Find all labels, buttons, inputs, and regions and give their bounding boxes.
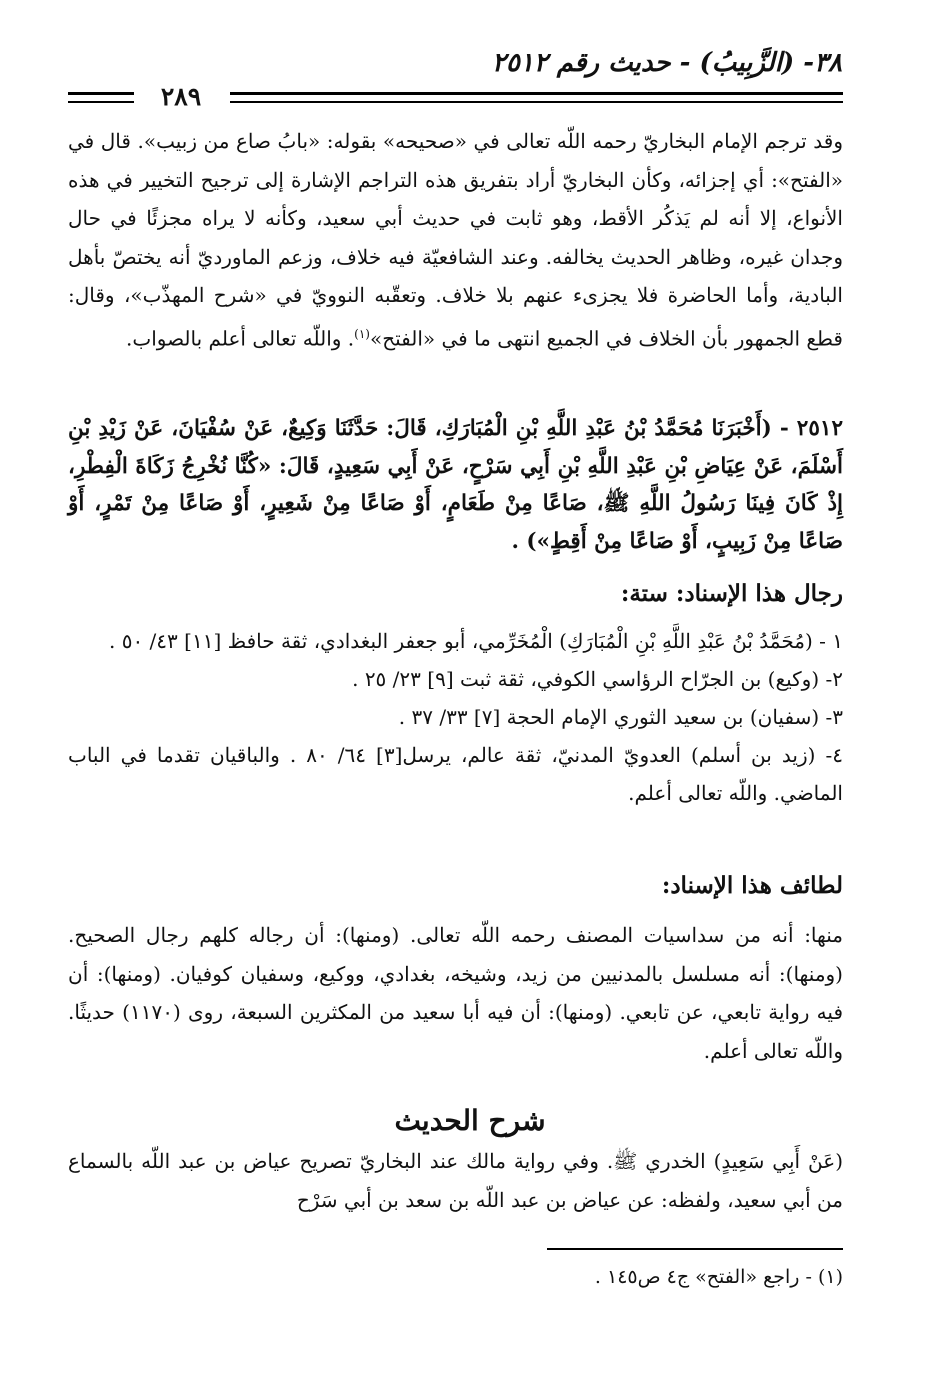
narrators-list <box>68 622 843 812</box>
narrator-item: ١ - (مُحَمَّدُ بْنُ عَبْدِ اللَّهِ بْنِ الْمُبَارَكِ) الْمُخَرِّمي، أبو جعفر البغدادي، ثقة حافظ [١١] ٤٣/ ٥٠ . <box>108 629 843 653</box>
commentary-paragraph: (عَنْ أَبِي سَعِيدٍ) الخدري ﷺ. وفي رواية مالك عند البخاريّ تصريح عياض بن عبد اللّه بالسماع من أبي سعيد، ولفظه: عن عياض بن عبد اللّه بن سعد بن أبي سَرْح <box>68 1149 843 1212</box>
page-number: ٢٨٩ <box>160 82 202 111</box>
footnote-separator <box>547 1248 843 1250</box>
header-rule <box>68 101 134 103</box>
intro-text: وقد ترجم الإمام البخاريّ رحمه اللّه تعالى في «صحيحه» بقوله: «بابُ صاع من زبيب». قال في «الفتح»: أي إجزائه، وكأن البخاريّ أراد بتفريق هذه التراجم الإشارة إلى ترجيح التخيير في هذه الأنواع، إلا أنه لم يَذكُر الأقط، وهو ثابت في حديث أبي سعيد، وكأنه لا يراه مجزئًا في حال وجدان غيره، وظاهر الحديث يخالفه. وعند الشافعيّة فيه خلاف، وزعم الماورديّ أنه يختصّ بأهل البادية، وأما الحاضرة فلا يجزىء عنهم بلا خلاف. وتعقّبه النوويّ في «شرح المهذّب»، وقال: قطع الجمهور بأن الخلاف في الجميع انتهى ما في «الفتح» <box>68 129 844 351</box>
footnote-marker: (١) <box>354 326 370 341</box>
chain-features-paragraph: منها: أنه من سداسيات المصنف رحمه اللّه تعالى. (ومنها): أن رجاله كلهم رجال الصحيح. (ومنها): أنه مسلسل بالمدنيين من زيد، وشيخه، بغدادي، ووكيع، وسفيان كوفيان. (ومنها): أن فيه رواية تابعي، عن تابعي. (ومنها): أن فيه أبا سعيد من المكثرين السبعة، روى (١١٧٠) حديثًا. واللّه تعالى أعلم. <box>68 923 844 1063</box>
narrators-heading: رجال هذا الإسناد: ستة: <box>620 580 843 607</box>
header-rule <box>230 92 843 95</box>
intro-text-end: . واللّه تعالى أعلم بالصواب. <box>126 326 355 351</box>
narrator-item: ٤- (زيد بن أسلم) العدويّ المدنيّ، ثقة عالم، يرسل[٣] ٦٤/ ٨٠ . والباقيان تقدما في الباب الماضي. واللّه تعالى أعلم. <box>68 743 843 805</box>
intro-paragraph <box>68 122 843 358</box>
running-header-title: ٣٨- (الزَّبِيبُ) - حديث رقم ٢٥١٢ <box>491 48 842 78</box>
section-title: شرح الحديث <box>394 1104 546 1137</box>
narrator-item: ٢- (وكيع) بن الجرّاح الرؤاسي الكوفي، ثقة ثبت [٩] ٢٣/ ٢٥ . <box>352 667 843 691</box>
narrator-item: ٣- (سفيان) بن سعيد الثوري الإمام الحجة [٧] ٣٣/ ٣٧ . <box>398 705 843 729</box>
chain-features-heading: لطائف هذا الإسناد: <box>661 872 843 899</box>
header-rule <box>230 101 843 103</box>
header-rule <box>68 92 134 95</box>
footnote: (١) - راجع «الفتح» ج٤ ص١٤٥ . <box>594 1266 843 1288</box>
hadith-text: ٢٥١٢ - (أَخْبَرَنَا مُحَمَّدُ بْنُ عَبْدِ اللَّهِ بْنِ الْمُبَارَكِ، قَالَ: حَدَّثَنَا وَكِيعٌ، عَنْ سُفْيَانَ، عَنْ زَيْدِ بْنِ أَسْلَمَ، عَنْ عِيَاضِ بْنِ عَبْدِ اللَّهِ بْنِ أَبِي سَرْحٍ، عَنْ أَبِي سَعِيدٍ، قَالَ: «كُنَّا نُخْرِجُ زَكَاةَ الْفِطْرِ، إِذْ كَانَ فِينَا رَسُولُ اللَّهِ ﷺ، صَاعًا مِنْ طَعَامٍ، أَوْ صَاعًا مِنْ شَعِيرٍ، أَوْ صَاعًا مِنْ تَمْرٍ، أَوْ صَاعًا مِنْ زَبِيبٍ، أَوْ صَاعًا مِنْ أَقِطٍ») . <box>68 416 843 554</box>
